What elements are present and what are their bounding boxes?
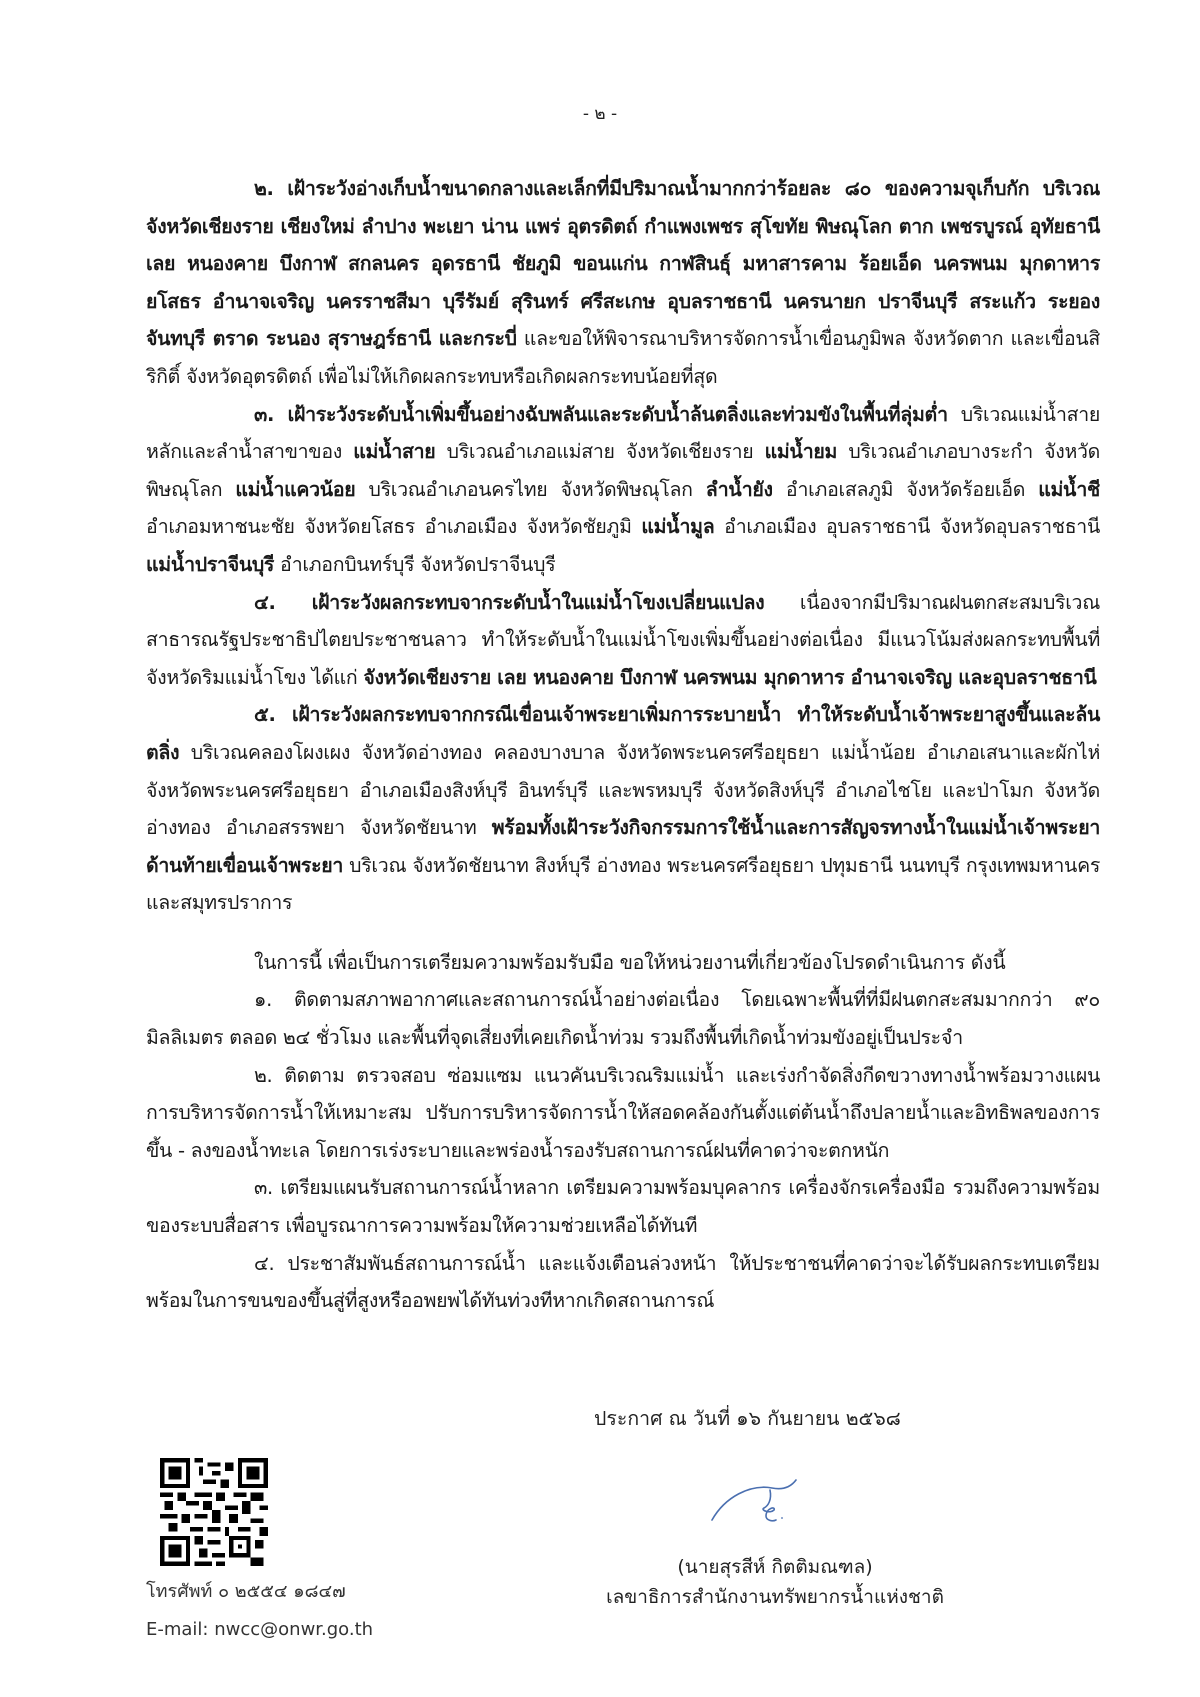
signature-icon	[700, 1472, 820, 1532]
contact-info	[146, 1573, 373, 1649]
text: บริเวณคลองโผงเผง จังหวัดอ่างทอง คลองบางบาล จังหวัดพระนครศรีอยุธยา แม่น้ำน้อย อำเภอเสนาและผักไห่ จังหวัดพระนครศรีอยุธยา อำเภอเมืองสิงห์บุรี อินทร์บุรี และพรหมบุรี จังหวัดสิงห์บุรี อำเภอไชโย และป่าโมก จังหวัดอ่างทอง อำเภอสรรพยา จังหวัดชัยนาท	[146, 740, 1100, 840]
river-name: แม่น้ำมูล	[641, 515, 715, 539]
signer-name: (นายสุรสีห์ กิตติมณฑล)	[677, 1556, 873, 1578]
email-address[interactable]: E-mail: nwcc@onwr.go.th	[146, 1619, 374, 1640]
text: บริเวณอำเภอนครไทย จังหวัดพิษณุโลก	[355, 477, 706, 501]
text: อำเภอกบินทร์บุรี จังหวัดปราจีนบุรี	[274, 552, 556, 576]
river-name: แม่น้ำปราจีนบุรี	[146, 552, 275, 576]
instruction-item: ๒. ติดตาม ตรวจสอบ ซ่อมแซม แนวคันบริเวณริมแม่น้ำ และเร่งกำจัดสิ่งกีดขวางทางน้ำพร้อมวางแผนการบริหารจัดการน้ำให้เหมาะสม ปรับการบริหารจัดการน้ำให้สอดคล้องกันตั้งแต่ต้นน้ำถึงปลายน้ำและอิทธิพลของการขึ้น - ลงของน้ำทะเล โดยการเร่งระบายและพร่องน้ำรองรับสถานการณ์ฝนที่คาดว่าจะตกหนัก	[146, 1063, 1100, 1162]
river-name: แม่น้ำชี	[1038, 477, 1100, 501]
qr-code-icon[interactable]	[154, 1458, 274, 1566]
document-body	[146, 170, 1100, 1320]
section-3-heading: ๓. เฝ้าระวังระดับน้ำเพิ่มขึ้นอย่างฉับพลันและระดับน้ำล้นตลิ่งและท่วมขังในพื้นที่ลุ่มต่ำ	[254, 402, 948, 426]
phone-number: โทรศัพท์ ๐ ๒๕๕๔ ๑๘๔๗	[146, 1581, 346, 1602]
instruction-item: ๑. ติดตามสภาพอากาศและสถานการณ์น้ำอย่างต่อเนื่อง โดยเฉพาะพื้นที่ที่มีฝนตกสะสมมากกว่า ๙๐ มิลลิเมตร ตลอด ๒๔ ชั่วโมง และพื้นที่จุดเสี่ยงที่เคยเกิดน้ำท่วม รวมถึงพื้นที่เกิดน้ำท่วมขังอยู่เป็นประจำ	[146, 988, 1100, 1050]
signer-block	[560, 1552, 990, 1612]
text: อำเภอเสลภูมิ จังหวัดร้อยเอ็ด	[772, 477, 1039, 501]
river-name: แม่น้ำยม	[764, 440, 838, 464]
page-number: - ๒ -	[582, 104, 618, 124]
section-2-bold: ๒. เฝ้าระวังอ่างเก็บน้ำขนาดกลางและเล็กที่มีปริมาณน้ำมากกว่าร้อยละ ๘๐ ของความจุเก็บกัก บริเวณ จังหวัดเชียงราย เชียงใหม่ ลำปาง พะเยา น่าน แพร่ อุตรดิตถ์ กำแพงเพชร สุโขทัย พิษณุโลก ตาก เพชรบูรณ์ อุทัยธานี เลย หนองคาย บึงกาฬ สกลนคร อุดรธานี ชัยภูมิ ขอนแก่น กาฬสินธุ์ มหาสารคาม ร้อยเอ็ด นครพนม มุกดาหาร ยโสธร อำนาจเจริญ นครราชสีมา บุรีรัมย์ สุรินทร์ ศรีสะเกษ อุบลราชธานี นครนายก ปราจีนบุรี สระแก้ว ระยอง จันทบุรี ตราด ระนอง สุราษฎร์ธานี และกระบี่	[146, 177, 1100, 351]
section-4-heading: ๔. เฝ้าระวังผลกระทบจากระดับน้ำในแม่น้ำโขงเปลี่ยนแปลง	[254, 590, 765, 614]
signer-title: เลขาธิการสำนักงานทรัพยากรน้ำแห่งชาติ	[606, 1586, 944, 1608]
text: บริเวณอำเภอบางระกำ จังหวัดพิษณุโลก	[146, 440, 1101, 501]
text: บริเวณแม่น้ำสายหลักและลำน้ำสาขาของ	[146, 402, 1100, 464]
text: บริเวณ จังหวัดชัยนาท สิงห์บุรี อ่างทอง พระนครศรีอยุธยา ปทุมธานี นนทบุรี กรุงเทพมหานคร และสมุทรปราการ	[146, 853, 1100, 915]
section-5-chao-phraya	[146, 696, 1100, 922]
section-4-mekong	[146, 584, 1100, 697]
river-name: แม่น้ำสาย	[353, 440, 436, 464]
section-4-provinces: จังหวัดเชียงราย เลย หนองคาย บึงกาฬ นครพนม มุกดาหาร อำนาจเจริญ และอุบลราชธานี	[363, 665, 1097, 689]
text: บริเวณอำเภอแม่สาย จังหวัดเชียงราย	[435, 440, 765, 464]
announcement-date: ประกาศ ณ วันที่ ๑๖ กันยายน ๒๕๖๘	[594, 1407, 901, 1430]
river-name: แม่น้ำแควน้อย	[235, 477, 356, 501]
instruction-item: ๔. ประชาสัมพันธ์สถานการณ์น้ำ และแจ้งเตือนล่วงหน้า ให้ประชาชนที่คาดว่าจะได้รับผลกระทบเตรียมพร้อมในการขนของขึ้นสู่ที่สูงหรืออพยพได้ทันท่วงทีหากเกิดสถานการณ์	[146, 1251, 1100, 1313]
instructions-intro: ในการนี้ เพื่อเป็นการเตรียมความพร้อมรับมือ ขอให้หน่วยงานที่เกี่ยวข้องโปรดดำเนินการ ดังนี้	[254, 950, 1006, 974]
text: อำเภอมหาชนะชัย จังหวัดยโสธร อำเภอเมือง จังหวัดชัยภูมิ	[146, 515, 642, 539]
section-3-flash-flood	[146, 396, 1100, 584]
section-2-text: และขอให้พิจารณาบริหารจัดการน้ำเขื่อนภูมิพล จังหวัดตาก และเขื่อนสิริกิติ์ จังหวัดอุตรดิตถ์ เพื่อไม่ให้เกิดผลกระทบหรือเกิดผลกระทบน้อยที่สุด	[146, 327, 1100, 388]
spacer	[146, 922, 1100, 944]
section-5-bold-warning: พร้อมทั้งเฝ้าระวังกิจกรรมการใช้น้ำและการสัญจรทางน้ำในแม่น้ำเจ้าพระยา ด้านท้ายเขื่อนเจ้าพระยา	[146, 816, 1100, 877]
text: เนื่องจากมีปริมาณฝนตกสะสมบริเวณสาธารณรัฐประชาธิปไตยประชาชนลาว ทำให้ระดับน้ำในแม่น้ำโขงเพิ่มขึ้นอย่างต่อเนื่อง มีแนวโน้มส่งผลกระทบพื้นที่จังหวัดริมแม่น้ำโขง ได้แก่	[146, 590, 1101, 689]
section-5-heading: ๕. เฝ้าระวังผลกระทบจากกรณีเขื่อนเจ้าพระยาเพิ่มการระบายน้ำ ทำให้ระดับน้ำเจ้าพระยาสูงขึ้นและล้นตลิ่ง	[146, 703, 1100, 764]
instruction-item: ๓. เตรียมแผนรับสถานการณ์น้ำหลาก เตรียมความพร้อมบุคลากร เครื่องจักรเครื่องมือ รวมถึงความพร้อมของระบบสื่อสาร เพื่อบูรณาการความพร้อมให้ความช่วยเหลือได้ทันที	[146, 1176, 1100, 1238]
section-2-reservoirs	[146, 170, 1100, 396]
text: อำเภอเมือง อุบลราชธานี จังหวัดอุบลราชธานี	[714, 515, 1100, 539]
river-name: ลำน้ำยัง	[705, 477, 773, 501]
